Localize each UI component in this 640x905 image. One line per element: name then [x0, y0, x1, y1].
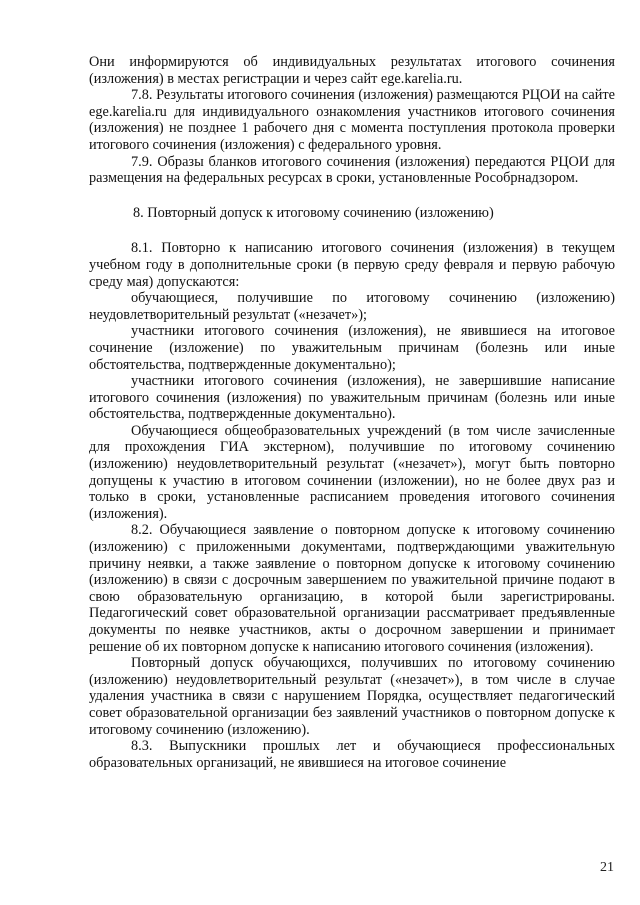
paragraph-readmission-council: Повторный допуск обучающихся, получивших по итоговому сочинению (изложению) неудовлетворительный результат («незачет»), в том числе в случае удаления участника в связи с нарушением Порядка, осуществляет педагогический совет образовательной организации без заявлений участников о повторном допуске к итоговому сочинению (изложению).	[89, 655, 615, 738]
section-heading-8: 8. Повторный допуск к итоговому сочинению (изложению)	[133, 204, 494, 221]
paragraph-8-1: 8.1. Повторно к написанию итогового сочинения (изложения) в текущем учебном году в дополнительные сроки (в первую среду февраля и первую рабочую среду мая) допускаются:	[89, 240, 615, 290]
list-item-not-completed: участники итогового сочинения (изложения), не завершившие написание итогового сочинения (изложения) по уважительным причинам (болезнь или иные обстоятельства, подтвержденные документально).	[89, 373, 615, 423]
paragraph-8-2: 8.2. Обучающиеся заявление о повторном допуске к итоговому сочинению (изложению) с приложенными документами, подтверждающими уважительную причину неявки, а также заявление о повторном допуске к итоговому сочинению (изложению) в связи с досрочным завершением по уважительной причине подают в свою образовательную организацию, в которой были зарегистрированы. Педагогический совет образовательной организации рассматривает предъявленные документы по неявке участников, акты о досрочном завершении и принимает решение об их повторном допуске к написанию итогового сочинения (изложения).	[89, 522, 615, 655]
paragraph-7-8: 7.8. Результаты итогового сочинения (изложения) размещаются РЦОИ на сайте ege.karelia.ru для индивидуального ознакомления участников итогового сочинения (изложения) не позднее 1 рабочего дня с момента поступления протокола проверки итогового сочинения (изложения) с федерального уровня.	[89, 87, 615, 153]
page-number: 21	[600, 860, 614, 875]
document-body	[89, 54, 615, 771]
paragraph-7-9: 7.9. Образы бланков итогового сочинения (изложения) передаются РЦОИ для размещения на федеральных ресурсах в сроки, установленные Рособрнадзором.	[89, 153, 615, 187]
paragraph-results-info: Они информируются об индивидуальных результатах итогового сочинения (изложения) в местах регистрации и через сайт ege.karelia.ru.	[89, 54, 615, 87]
list-item-unsatisfactory: обучающиеся, получившие по итоговому сочинению (изложению) неудовлетворительный результат («незачет»);	[89, 290, 615, 323]
paragraph-students-readmission: Обучающиеся общеобразовательных учреждений (в том числе зачисленные для прохождения ГИА экстерном), получившие по итоговому сочинению (изложению) неудовлетворительный результат («незачет»), могут быть повторно допущены к участию в итоговом сочинении (изложении), но не более двух раз и только в сроки, установленные расписанием проведения итогового сочинения (изложения).	[89, 422, 615, 522]
paragraph-8-3: 8.3. Выпускники прошлых лет и обучающиеся профессиональных образовательных организаций, не явившиеся на итоговое сочинение	[89, 738, 615, 771]
list-item-absent: участники итогового сочинения (изложения), не явившиеся на итоговое сочинение (изложение) по уважительным причинам (болезнь или иные обстоятельства, подтвержденные документально);	[89, 323, 615, 373]
